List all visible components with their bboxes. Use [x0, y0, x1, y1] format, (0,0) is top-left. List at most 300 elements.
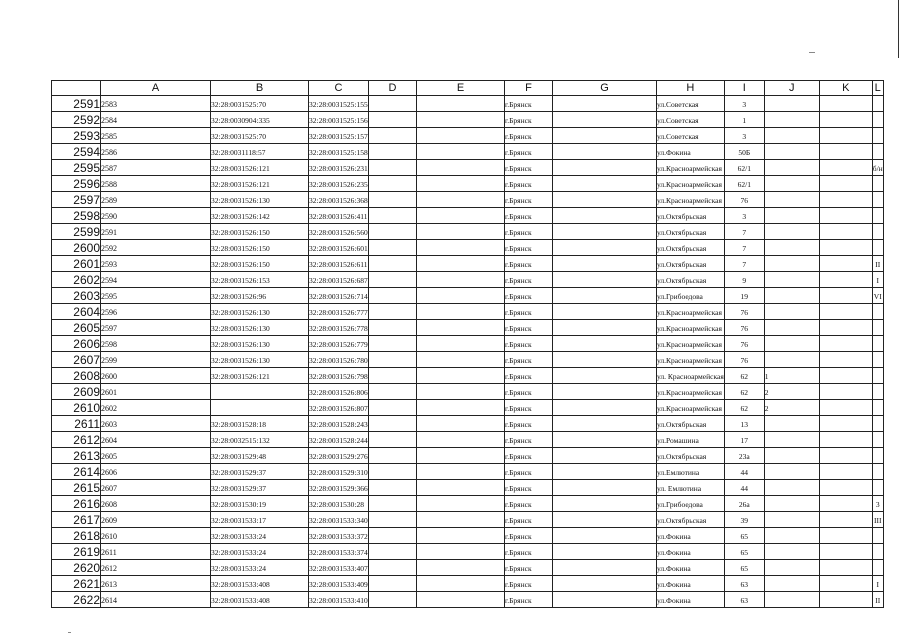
cell-e — [417, 96, 505, 112]
cell-a: 2585 — [101, 128, 211, 144]
cell-a: 2601 — [101, 384, 211, 400]
cell-i-house: 3 — [724, 96, 764, 112]
cell-c-cadastral: 32:28:0031533:409 — [309, 576, 369, 592]
cell-b-cadastral: 32:28:0031526:130 — [211, 352, 309, 368]
cell-k — [819, 448, 872, 464]
cell-k — [819, 432, 872, 448]
cell-g — [553, 592, 657, 608]
cell-a: 2599 — [101, 352, 211, 368]
cell-h-street: ул.Советская — [657, 128, 725, 144]
cell-h-street: ул.Фокина — [657, 528, 725, 544]
cell-k — [819, 352, 872, 368]
row-number: 2596 — [52, 176, 101, 192]
table-row — [52, 112, 884, 128]
cell-j — [764, 528, 819, 544]
cell-g — [553, 416, 657, 432]
cell-b-cadastral — [211, 400, 309, 416]
cell-c-cadastral: 32:28:0031525:157 — [309, 128, 369, 144]
column-header-row — [52, 81, 884, 96]
cell-h-street: ул. Красноармейская — [657, 368, 725, 384]
cell-h-street: ул.Красноармейская — [657, 176, 725, 192]
cell-g — [553, 544, 657, 560]
cell-h-street: ул.Октябрьская — [657, 512, 725, 528]
cell-j — [764, 128, 819, 144]
cell-f-city: г.Брянск — [505, 464, 553, 480]
cell-j — [764, 432, 819, 448]
cell-c-cadastral: 32:28:0031526:778 — [309, 320, 369, 336]
cell-g — [553, 112, 657, 128]
cell-d — [369, 464, 417, 480]
cell-h-street: ул.Октябрьская — [657, 224, 725, 240]
table-row — [52, 96, 884, 112]
cell-a: 2584 — [101, 112, 211, 128]
cell-f-city: г.Брянск — [505, 432, 553, 448]
cell-k — [819, 528, 872, 544]
cell-i-house: 3 — [724, 128, 764, 144]
row-number: 2598 — [52, 208, 101, 224]
cell-b-cadastral: 32:28:0031526:150 — [211, 224, 309, 240]
cell-g — [553, 352, 657, 368]
cell-j — [764, 544, 819, 560]
cell-j — [764, 464, 819, 480]
cell-c-cadastral: 32:28:0031526:611 — [309, 256, 369, 272]
cell-d — [369, 320, 417, 336]
cell-b-cadastral: 32:28:0031525:70 — [211, 96, 309, 112]
cell-a: 2605 — [101, 448, 211, 464]
row-number: 2592 — [52, 112, 101, 128]
cell-b-cadastral: 32:28:0031526:130 — [211, 192, 309, 208]
table-row — [52, 128, 884, 144]
cell-c-cadastral: 32:28:0031526:411 — [309, 208, 369, 224]
cell-d — [369, 384, 417, 400]
cell-c-cadastral: 32:28:0031526:779 — [309, 336, 369, 352]
cell-l — [872, 112, 883, 128]
cell-i-house: 76 — [724, 320, 764, 336]
cell-e — [417, 256, 505, 272]
cell-k — [819, 368, 872, 384]
cell-d — [369, 144, 417, 160]
cell-i-house: 19 — [724, 288, 764, 304]
column-header: A — [101, 81, 211, 96]
cell-a: 2612 — [101, 560, 211, 576]
table-row — [52, 400, 884, 416]
cell-d — [369, 96, 417, 112]
cell-a: 2583 — [101, 96, 211, 112]
table-body — [52, 96, 884, 608]
table-row — [52, 448, 884, 464]
cell-i-house: 3 — [724, 208, 764, 224]
cell-d — [369, 512, 417, 528]
row-number: 2618 — [52, 528, 101, 544]
cell-i-house: 63 — [724, 592, 764, 608]
cell-a: 2610 — [101, 528, 211, 544]
table-row — [52, 544, 884, 560]
row-number: 2620 — [52, 560, 101, 576]
table-row — [52, 160, 884, 176]
cell-j — [764, 304, 819, 320]
cell-l — [872, 320, 883, 336]
table-row — [52, 384, 884, 400]
cell-l — [872, 128, 883, 144]
cell-l: I — [872, 576, 883, 592]
cell-e — [417, 192, 505, 208]
cell-e — [417, 128, 505, 144]
cell-l — [872, 464, 883, 480]
cell-e — [417, 528, 505, 544]
cell-k — [819, 304, 872, 320]
cell-g — [553, 512, 657, 528]
cell-h-street: ул.Фокина — [657, 560, 725, 576]
cell-j — [764, 160, 819, 176]
column-header: E — [417, 81, 505, 96]
cell-a: 2603 — [101, 416, 211, 432]
cell-b-cadastral: 32:28:0030904:335 — [211, 112, 309, 128]
cell-i-house: 7 — [724, 224, 764, 240]
cell-e — [417, 560, 505, 576]
cell-b-cadastral: 32:28:0031525:70 — [211, 128, 309, 144]
cell-h-street: ул.Октябрьская — [657, 272, 725, 288]
cell-i-house: 23а — [724, 448, 764, 464]
cell-e — [417, 368, 505, 384]
cell-f-city: г.Брянск — [505, 272, 553, 288]
table-row — [52, 560, 884, 576]
cell-b-cadastral: 32:28:0031526:142 — [211, 208, 309, 224]
column-header: K — [819, 81, 872, 96]
row-number: 2607 — [52, 352, 101, 368]
cell-h-street: ул.Емлютина — [657, 464, 725, 480]
row-number: 2615 — [52, 480, 101, 496]
table-row — [52, 352, 884, 368]
cell-b-cadastral: 32:28:0031526:130 — [211, 304, 309, 320]
cell-h-street: ул.Октябрьская — [657, 256, 725, 272]
cell-j — [764, 192, 819, 208]
row-number: 2621 — [52, 576, 101, 592]
cell-f-city: г.Брянск — [505, 496, 553, 512]
cell-j — [764, 576, 819, 592]
cell-i-house: 65 — [724, 528, 764, 544]
cell-d — [369, 160, 417, 176]
cell-c-cadastral: 32:28:0031528:244 — [309, 432, 369, 448]
cell-l — [872, 544, 883, 560]
cell-i-house: 26а — [724, 496, 764, 512]
cell-k — [819, 224, 872, 240]
cell-l — [872, 304, 883, 320]
cell-e — [417, 448, 505, 464]
cell-d — [369, 544, 417, 560]
cell-h-street: ул.Октябрьская — [657, 448, 725, 464]
cell-e — [417, 176, 505, 192]
cell-f-city: г.Брянск — [505, 352, 553, 368]
cell-a: 2598 — [101, 336, 211, 352]
cell-l: 3 — [872, 496, 883, 512]
cell-c-cadastral: 32:28:0031525:156 — [309, 112, 369, 128]
cell-k — [819, 144, 872, 160]
cell-a: 2602 — [101, 400, 211, 416]
cell-j — [764, 480, 819, 496]
cell-l — [872, 432, 883, 448]
cell-i-house: 62/1 — [724, 160, 764, 176]
cell-c-cadastral: 32:28:0031526:231 — [309, 160, 369, 176]
cell-g — [553, 96, 657, 112]
table-row — [52, 272, 884, 288]
cell-f-city: г.Брянск — [505, 160, 553, 176]
cell-k — [819, 176, 872, 192]
corner-cell — [52, 81, 101, 96]
cell-e — [417, 112, 505, 128]
cell-b-cadastral: 32:28:0031533:17 — [211, 512, 309, 528]
cell-h-street: ул.Красноармейская — [657, 400, 725, 416]
cell-g — [553, 464, 657, 480]
cell-l — [872, 560, 883, 576]
cell-a: 2590 — [101, 208, 211, 224]
row-number: 2604 — [52, 304, 101, 320]
cell-l: II — [872, 256, 883, 272]
cell-f-city: г.Брянск — [505, 144, 553, 160]
scan-edge-line — [898, 0, 899, 58]
column-header: G — [553, 81, 657, 96]
cell-h-street: ул.Красноармейская — [657, 352, 725, 368]
cell-b-cadastral: 32:28:0031526:150 — [211, 240, 309, 256]
cell-d — [369, 496, 417, 512]
cell-l — [872, 224, 883, 240]
cell-a: 2594 — [101, 272, 211, 288]
table-row — [52, 304, 884, 320]
cell-c-cadastral: 32:28:0031526:807 — [309, 400, 369, 416]
cell-h-street: ул.Ромашина — [657, 432, 725, 448]
cell-b-cadastral: 32:28:0031526:121 — [211, 160, 309, 176]
cell-i-house: 17 — [724, 432, 764, 448]
cell-b-cadastral: 32:28:0031526:150 — [211, 256, 309, 272]
cell-b-cadastral: 32:28:0031533:24 — [211, 560, 309, 576]
cell-h-street: ул.Грибоедова — [657, 496, 725, 512]
cell-a: 2597 — [101, 320, 211, 336]
cell-h-street: ул.Фокина — [657, 144, 725, 160]
cell-j — [764, 272, 819, 288]
cell-i-house: 62/1 — [724, 176, 764, 192]
cell-d — [369, 352, 417, 368]
cell-g — [553, 240, 657, 256]
cell-c-cadastral: 32:28:0031533:374 — [309, 544, 369, 560]
cell-f-city: г.Брянск — [505, 240, 553, 256]
cell-e — [417, 240, 505, 256]
cell-f-city: г.Брянск — [505, 112, 553, 128]
cell-j — [764, 288, 819, 304]
cell-i-house: 1 — [724, 112, 764, 128]
cell-c-cadastral: 32:28:0031529:310 — [309, 464, 369, 480]
cell-k — [819, 336, 872, 352]
cell-f-city: г.Брянск — [505, 288, 553, 304]
table-row — [52, 368, 884, 384]
table-row — [52, 496, 884, 512]
cell-i-house: 65 — [724, 560, 764, 576]
cell-i-house: 7 — [724, 256, 764, 272]
cell-a: 2587 — [101, 160, 211, 176]
cell-c-cadastral: 32:28:0031526:601 — [309, 240, 369, 256]
cell-b-cadastral: 32:28:0031526:153 — [211, 272, 309, 288]
table-row — [52, 240, 884, 256]
cell-i-house: 76 — [724, 336, 764, 352]
cell-k — [819, 512, 872, 528]
cell-h-street: ул.Фокина — [657, 544, 725, 560]
cell-c-cadastral: 32:28:0031528:243 — [309, 416, 369, 432]
cell-e — [417, 544, 505, 560]
cell-j — [764, 96, 819, 112]
row-number: 2603 — [52, 288, 101, 304]
cell-j: 2 — [764, 384, 819, 400]
row-number: 2597 — [52, 192, 101, 208]
table-row — [52, 432, 884, 448]
cell-g — [553, 336, 657, 352]
table-row — [52, 320, 884, 336]
cell-a: 2611 — [101, 544, 211, 560]
cell-d — [369, 240, 417, 256]
cell-d — [369, 128, 417, 144]
cell-c-cadastral: 32:28:0031533:340 — [309, 512, 369, 528]
cell-d — [369, 480, 417, 496]
cell-c-cadastral: 32:28:0031525:155 — [309, 96, 369, 112]
cell-l — [872, 192, 883, 208]
cell-g — [553, 448, 657, 464]
cell-d — [369, 528, 417, 544]
cell-f-city: г.Брянск — [505, 512, 553, 528]
cell-h-street: ул.Красноармейская — [657, 336, 725, 352]
cell-l — [872, 416, 883, 432]
cell-k — [819, 256, 872, 272]
cell-e — [417, 592, 505, 608]
row-number: 2617 — [52, 512, 101, 528]
cell-h-street: ул.Красноармейская — [657, 304, 725, 320]
cell-h-street: ул.Советская — [657, 112, 725, 128]
cell-i-house: 39 — [724, 512, 764, 528]
cell-d — [369, 368, 417, 384]
cell-j — [764, 144, 819, 160]
row-number: 2619 — [52, 544, 101, 560]
cell-f-city: г.Брянск — [505, 416, 553, 432]
table-row — [52, 528, 884, 544]
cell-f-city: г.Брянск — [505, 384, 553, 400]
cell-g — [553, 256, 657, 272]
cell-d — [369, 448, 417, 464]
cell-c-cadastral: 32:28:0031530:28 — [309, 496, 369, 512]
cell-a: 2613 — [101, 576, 211, 592]
cell-c-cadastral: 32:28:0031533:410 — [309, 592, 369, 608]
cell-k — [819, 208, 872, 224]
cell-g — [553, 176, 657, 192]
table-row — [52, 224, 884, 240]
cell-d — [369, 192, 417, 208]
row-number: 2613 — [52, 448, 101, 464]
cell-k — [819, 96, 872, 112]
cell-a: 2614 — [101, 592, 211, 608]
column-header: B — [211, 81, 309, 96]
cell-f-city: г.Брянск — [505, 224, 553, 240]
cell-c-cadastral: 32:28:0031526:714 — [309, 288, 369, 304]
cell-i-house: 76 — [724, 304, 764, 320]
cell-g — [553, 160, 657, 176]
cell-k — [819, 192, 872, 208]
cell-a: 2595 — [101, 288, 211, 304]
cell-g — [553, 128, 657, 144]
cell-g — [553, 192, 657, 208]
cell-c-cadastral: 32:28:0031525:158 — [309, 144, 369, 160]
column-header: D — [369, 81, 417, 96]
row-number: 2594 — [52, 144, 101, 160]
cell-f-city: г.Брянск — [505, 320, 553, 336]
cell-f-city: г.Брянск — [505, 480, 553, 496]
table-row — [52, 416, 884, 432]
cell-g — [553, 304, 657, 320]
cell-d — [369, 272, 417, 288]
row-number: 2610 — [52, 400, 101, 416]
cell-j — [764, 592, 819, 608]
cell-b-cadastral: 32:28:0031529:37 — [211, 480, 309, 496]
cell-f-city: г.Брянск — [505, 560, 553, 576]
cell-f-city: г.Брянск — [505, 256, 553, 272]
cell-b-cadastral: 32:28:0031526:121 — [211, 368, 309, 384]
cell-a: 2589 — [101, 192, 211, 208]
scan-mark — [68, 632, 71, 633]
cell-j — [764, 416, 819, 432]
cell-i-house: 63 — [724, 576, 764, 592]
cell-d — [369, 256, 417, 272]
cell-g — [553, 320, 657, 336]
cell-e — [417, 496, 505, 512]
cell-g — [553, 144, 657, 160]
cell-e — [417, 512, 505, 528]
cell-l — [872, 144, 883, 160]
cell-l: VI — [872, 288, 883, 304]
cell-k — [819, 560, 872, 576]
cell-d — [369, 208, 417, 224]
cell-e — [417, 352, 505, 368]
cell-e — [417, 576, 505, 592]
cell-a: 2588 — [101, 176, 211, 192]
cell-k — [819, 416, 872, 432]
row-number: 2599 — [52, 224, 101, 240]
cell-g — [553, 272, 657, 288]
cell-h-street: ул.Октябрьская — [657, 208, 725, 224]
row-number: 2602 — [52, 272, 101, 288]
cell-l — [872, 528, 883, 544]
column-header: J — [764, 81, 819, 96]
cell-j: 2 — [764, 400, 819, 416]
cell-d — [369, 400, 417, 416]
cell-d — [369, 576, 417, 592]
cell-c-cadastral: 32:28:0031526:806 — [309, 384, 369, 400]
cell-k — [819, 160, 872, 176]
cell-e — [417, 320, 505, 336]
cell-j — [764, 512, 819, 528]
cell-b-cadastral: 32:28:0031533:408 — [211, 592, 309, 608]
cell-h-street: ул. Емлютина — [657, 480, 725, 496]
cell-f-city: г.Брянск — [505, 368, 553, 384]
cell-k — [819, 384, 872, 400]
row-number: 2600 — [52, 240, 101, 256]
cell-k — [819, 544, 872, 560]
cell-i-house: 76 — [724, 192, 764, 208]
table-row — [52, 592, 884, 608]
cell-i-house: 9 — [724, 272, 764, 288]
cell-e — [417, 416, 505, 432]
cell-g — [553, 432, 657, 448]
cell-k — [819, 496, 872, 512]
cell-l: III — [872, 512, 883, 528]
cell-d — [369, 560, 417, 576]
cell-h-street: ул.Советская — [657, 96, 725, 112]
table-row — [52, 480, 884, 496]
cell-a: 2600 — [101, 368, 211, 384]
cell-a: 2592 — [101, 240, 211, 256]
